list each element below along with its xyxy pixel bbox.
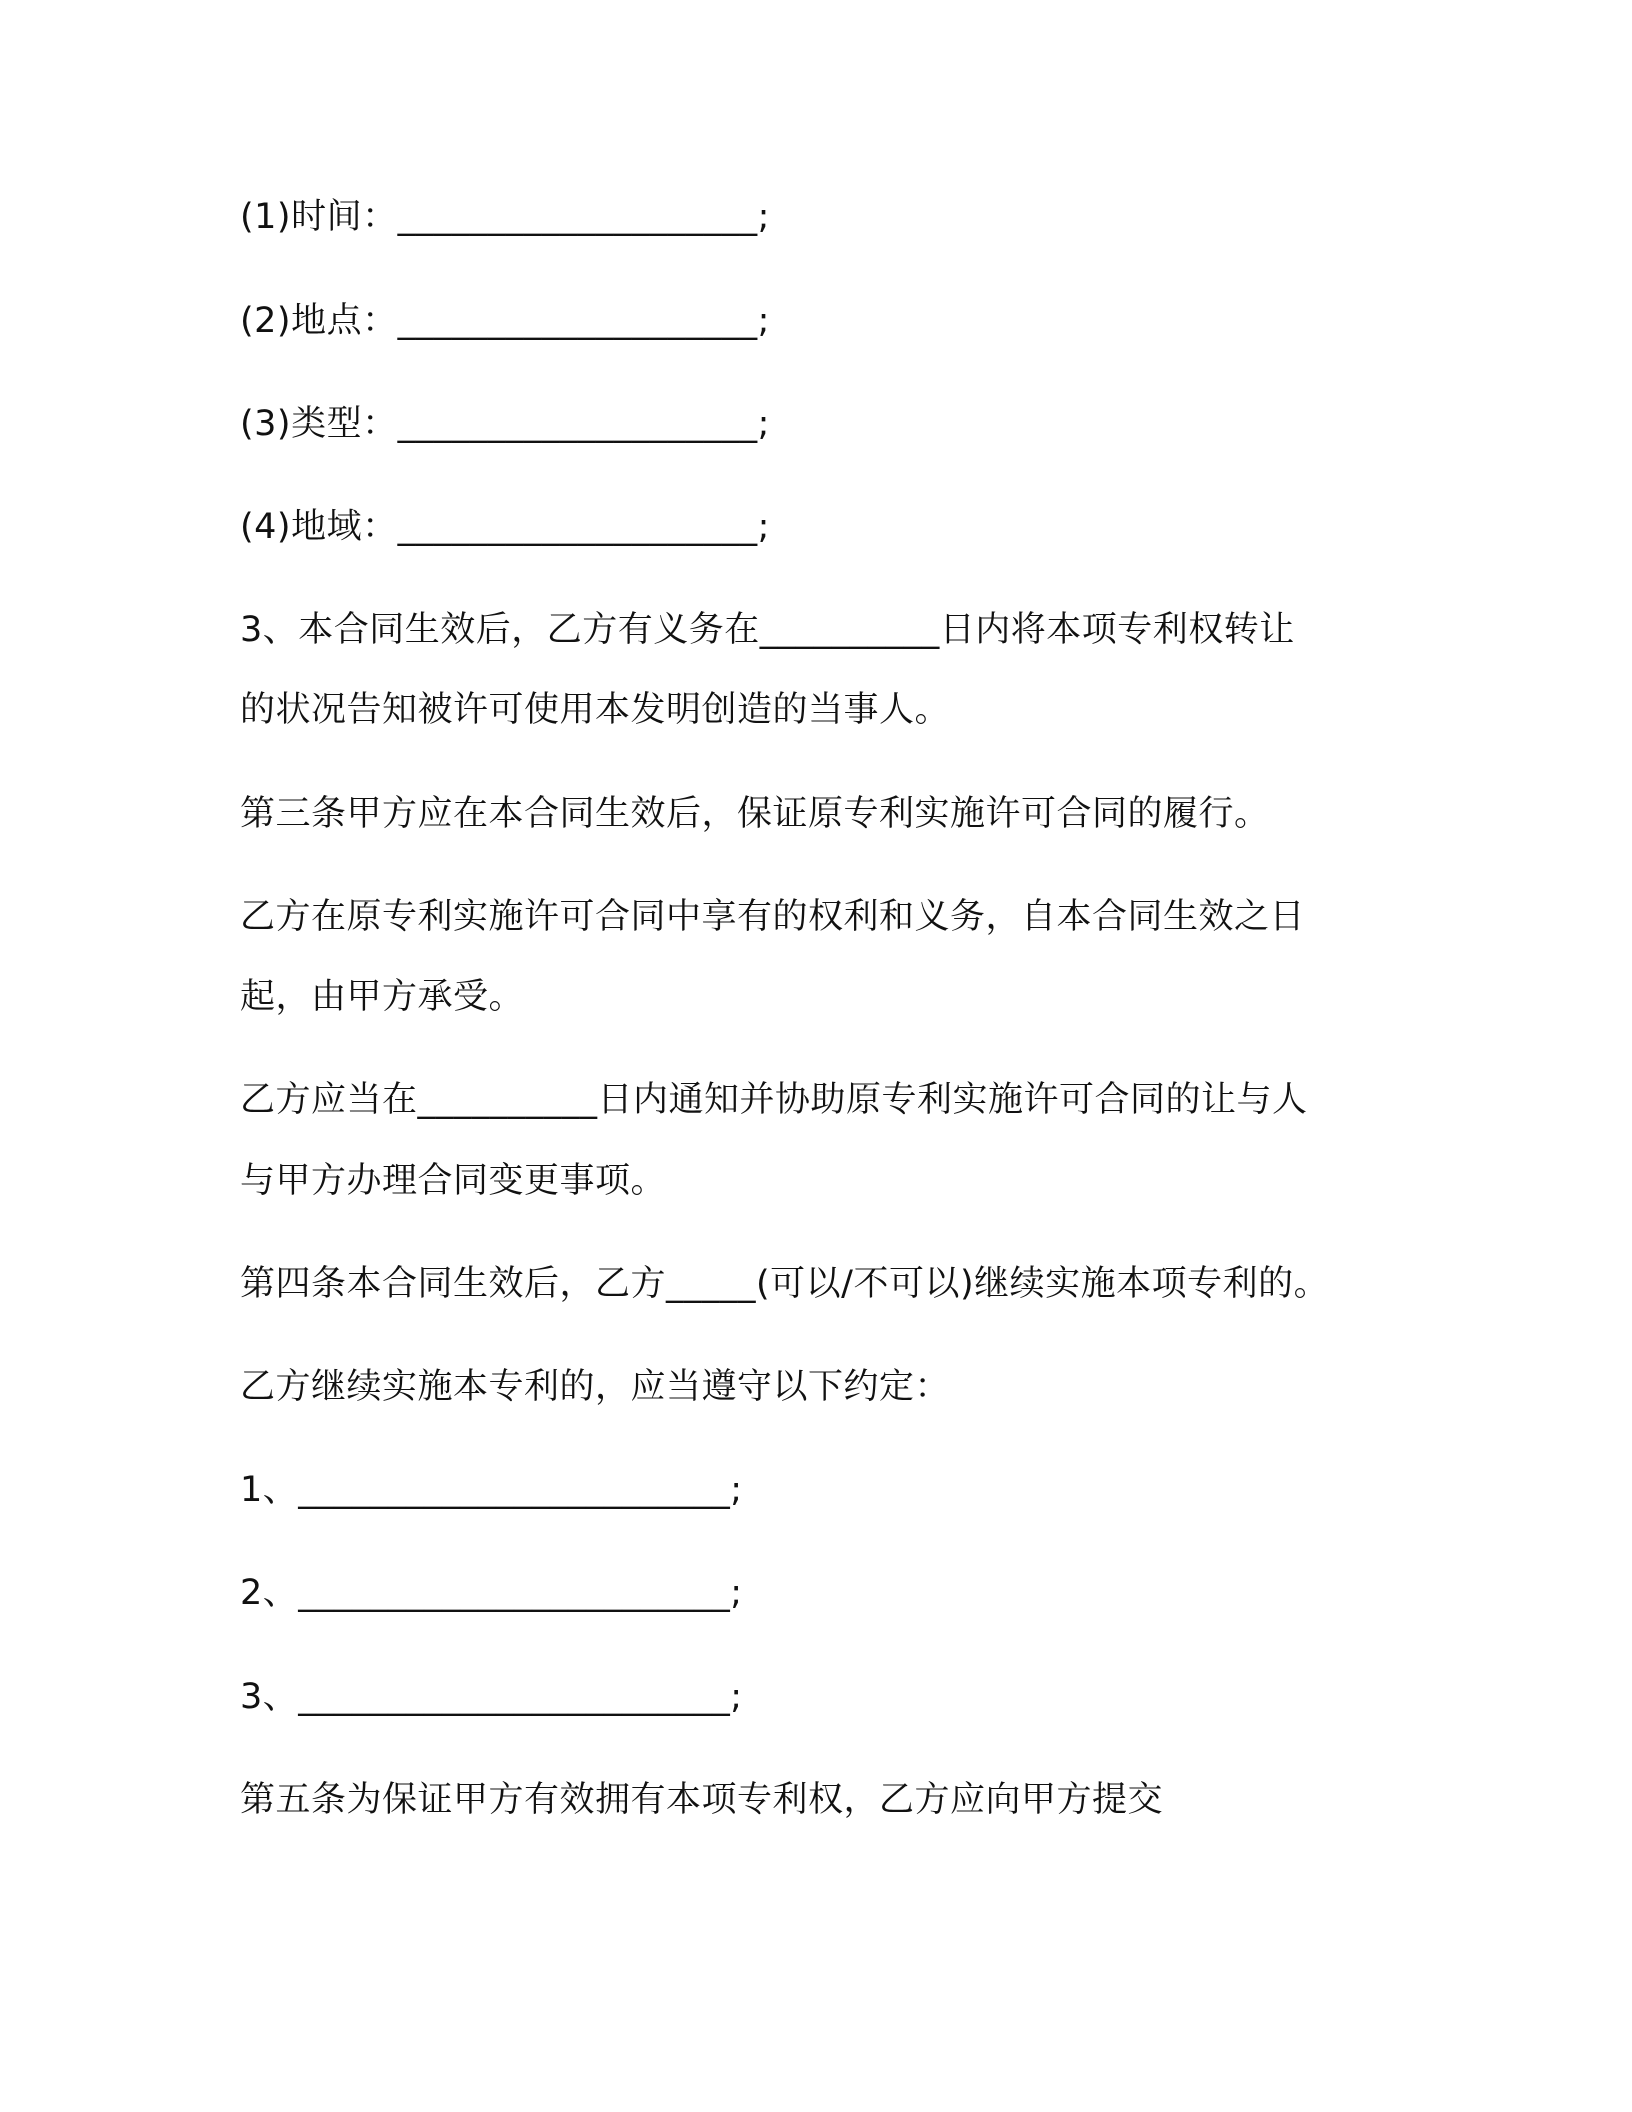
article-three-line: 第三条甲方应在本合同生效后，保证原专利实施许可合同的履行。 [240,794,1270,834]
paragraph-line: 乙方应当在__________日内通知并协助原专利实施许可合同的让与人 [240,1080,1308,1120]
article-four-line: 第四条本合同生效后，乙方_____(可以/不可以)继续实施本项专利的。 [240,1264,1330,1304]
paragraph-line: 与甲方办理合同变更事项。 [240,1161,667,1201]
paragraph-line: 乙方在原专利实施许可合同中享有的权利和义务，自本合同生效之日 [240,897,1306,937]
list-item-1: 1、________________________; [240,1470,743,1510]
clause-region-line: (4)地域：____________________; [240,507,770,547]
paragraph-line: 乙方继续实施本专利的，应当遵守以下约定： [240,1367,951,1407]
article-five-line: 第五条为保证甲方有效拥有本项专利权，乙方应向甲方提交 [240,1780,1164,1820]
clause-location-line: (2)地点：____________________; [240,301,770,341]
list-item-2: 2、________________________; [240,1573,743,1613]
paragraph-line: 的状况告知被许可使用本发明创造的当事人。 [240,690,951,730]
clause-time-line: (1)时间：____________________; [240,197,770,237]
paragraph-line: 3、本合同生效后，乙方有义务在__________日内将本项专利权转让 [240,610,1295,650]
list-item-3: 3、________________________; [240,1677,743,1717]
clause-type-line: (3)类型：____________________; [240,404,770,444]
paragraph-line: 起，由甲方承受。 [240,977,525,1017]
